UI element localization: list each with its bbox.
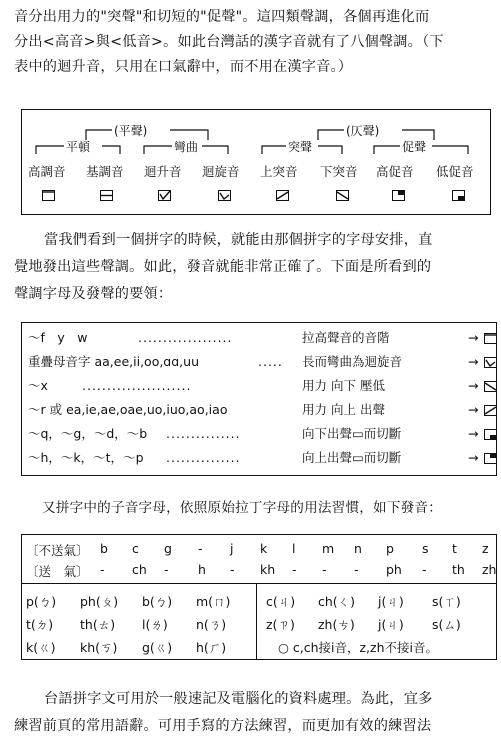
consonant-cell: zh(ㄘ) [318,617,355,632]
consonant-intro: 又拼字中的子音字母，依照原始拉丁字母的用法習慣，如下發音： [42,500,443,516]
arrow-icon: → [468,330,479,345]
rule-spelling: 重疊母音字 aa,ee,ii,oo,ɑɑ,uu [28,354,199,369]
mid-line: 聲調字母及發聲的要領： [14,286,173,302]
rule-dots: ............... [166,426,241,441]
consonant-letter: z [482,541,489,556]
consonant-letter: t [452,541,457,556]
rule-description: 向上出聲▭而切斷 [302,450,402,465]
rule-row [28,399,490,421]
intro-line: 表中的迴升音，只用在口氣辭中，而不用在漢字音。） [14,59,353,75]
ping-sheng-label: (平聲) [114,124,148,138]
closing-line: 台語拼字文可用於一般速記及電腦化的資料處理。為此，宜多 [44,691,433,707]
high-short-tone-icon [392,190,405,201]
rule-spelling: ～f y w [28,330,88,345]
low-short-tone-icon [452,190,465,201]
tone-name: 下突音 [320,164,358,179]
consonant-letter: s [422,541,429,556]
consonant-cell: t(ㄉ) [26,617,54,632]
tone-name: 高調音 [28,164,66,179]
rule-spelling: ～q，～g，～d，～b [28,426,148,441]
tone-chart-box [21,109,491,215]
consonant-cell: b(ㄅ) [142,594,173,609]
unaspirated-label: 〔不送氣〕 [26,543,89,558]
consonant-letter: g [164,541,172,556]
low-short-tone-icon [484,429,497,440]
closing-line: 練習前頁的常用語辭。可用手寫的方法練習，而更加有效的練習法 [14,718,432,734]
consonant-letter: - [292,562,297,577]
consonant-cell: l(ㄌ) [142,617,168,632]
rule-spelling: ～h，～k，～t，～p [28,450,144,465]
rule-description: 向下出聲▭而切斷 [302,426,402,441]
consonant-cell: c(ㄐ) [266,594,296,609]
consonant-letter: m [322,541,335,556]
curved-tone-icon [484,357,497,368]
consonant-cell: k(ㄍ) [26,640,56,655]
tushen-label: 突聲 [288,140,313,154]
consonant-letter: p [386,541,394,556]
mid-paragraph [14,229,492,306]
consonant-letter: ch [132,562,147,577]
consonant-cell: g(ㄍ) [142,640,173,655]
arrow-icon: → [468,378,479,393]
arrow-icon: → [468,426,479,441]
wanqu-label: 彎曲 [174,140,199,154]
consonant-letter: th [452,562,465,577]
closing-paragraph [14,688,492,738]
tone-name: 上突音 [260,164,298,179]
rule-dots: ..... [258,354,283,369]
upper-sudden-tone-icon [484,405,497,416]
arrow-icon: → [468,354,479,369]
mid-line: 當我們看到一個拼字的時候，就能由那個拼字的字母安排，直 [44,232,433,248]
high-short-tone-icon [484,453,497,464]
consonant-cell: h(ㄏ) [196,640,227,655]
consonant-letter: k [260,541,268,556]
rule-dots: ...................... [82,378,192,393]
flat-high-tone-icon [484,333,497,344]
consonant-note: ○ c,ch接i音，z,zh不接i音。 [278,640,438,655]
rule-spelling: ～r 或 ea,ie,ae,oae,uo,iuo,ao,iao [28,402,228,417]
consonant-divider-h [22,583,496,584]
rule-description: 拉高聲音的音階 [302,330,390,345]
consonant-cell: j(ㄐ) [378,617,404,632]
consonant-letter: c [132,541,139,556]
rule-dots: ............... [166,450,241,465]
consonant-letter: ph [386,562,402,577]
consonant-cell: n(ㄋ) [196,617,227,632]
ze-sheng-label: (仄聲) [346,124,380,138]
intro-line: 分出<高音>與<低音>。如此台灣話的漢字音就有了八個聲調。（下 [14,34,444,50]
rule-description: 用力 向下 壓低 [302,378,385,393]
tone-name: 基調音 [86,164,124,179]
intro-paragraph [14,6,492,79]
upper-sudden-tone-icon [276,190,289,201]
consonant-letter: j [230,541,234,556]
rule-spelling: ～x [28,378,48,393]
consonant-letter: - [230,562,235,577]
consonant-cell: th(ㄊ) [80,617,116,632]
consonant-letter: kh [260,562,276,577]
consonant-cell: kh(ㄎ) [80,640,118,655]
rule-dots: ................... [138,330,233,345]
consonant-cell: ch(ㄑ) [318,594,356,609]
arrow-icon: → [468,450,479,465]
pingdiao-label: 平頓 [66,140,91,154]
mid-line: 覺地發出這些聲調。如此，發音就能非常正確了。下面是所看到的 [14,259,432,275]
consonant-box [21,534,497,660]
consonant-cell: z(ㄗ) [266,617,295,632]
flat-high-tone-icon [42,190,55,201]
consonant-letter: h [198,562,206,577]
consonant-cell: ph(ㄆ) [80,594,119,609]
consonant-divider-v [256,583,257,659]
tone-name: 迴升音 [144,164,182,179]
consonant-letter: - [100,562,105,577]
consonant-letter: zh [482,562,497,577]
consonant-cell: p(ㄅ) [26,594,57,609]
consonant-letter: - [422,562,427,577]
rule-description: 用力 向上 出聲 [302,402,385,417]
cushen-label: 促聲 [402,140,427,154]
consonant-letter: b [100,541,108,556]
consonant-cell: s(ㄒ) [432,594,461,609]
tone-name: 高促音 [376,164,414,179]
consonant-letter: - [164,562,169,577]
tone-rules-box [21,322,497,476]
rising-check-tone-icon [158,190,171,201]
curved-tone-icon [218,190,231,201]
intro-line: 音分出用力的"突聲"和切短的"促聲"。這四類聲調，各個再進化而 [14,9,430,25]
consonant-cell: j(ㄐ) [378,594,404,609]
consonant-letter: n [354,541,362,556]
tone-name: 低促音 [436,164,474,179]
consonant-letter: - [354,562,359,577]
consonant-letter: l [292,541,296,556]
rule-row [28,447,490,469]
arrow-icon: → [468,402,479,417]
rule-row [28,375,490,397]
tone-name: 迴旋音 [202,164,240,179]
consonant-letter: - [322,562,327,577]
consonant-letter: - [198,541,203,556]
rule-row [28,351,490,373]
flat-base-tone-icon [100,190,113,201]
aspirated-label: 〔送 氣〕 [26,564,89,579]
rule-row [28,327,490,349]
consonant-cell: m(ㄇ) [196,594,231,609]
rule-description: 長而彎曲為迴旋音 [302,354,403,369]
lower-sudden-tone-icon [336,190,349,201]
lower-sudden-tone-icon [484,381,497,392]
consonant-cell: s(ㄙ) [432,617,461,632]
rule-row [28,423,490,445]
